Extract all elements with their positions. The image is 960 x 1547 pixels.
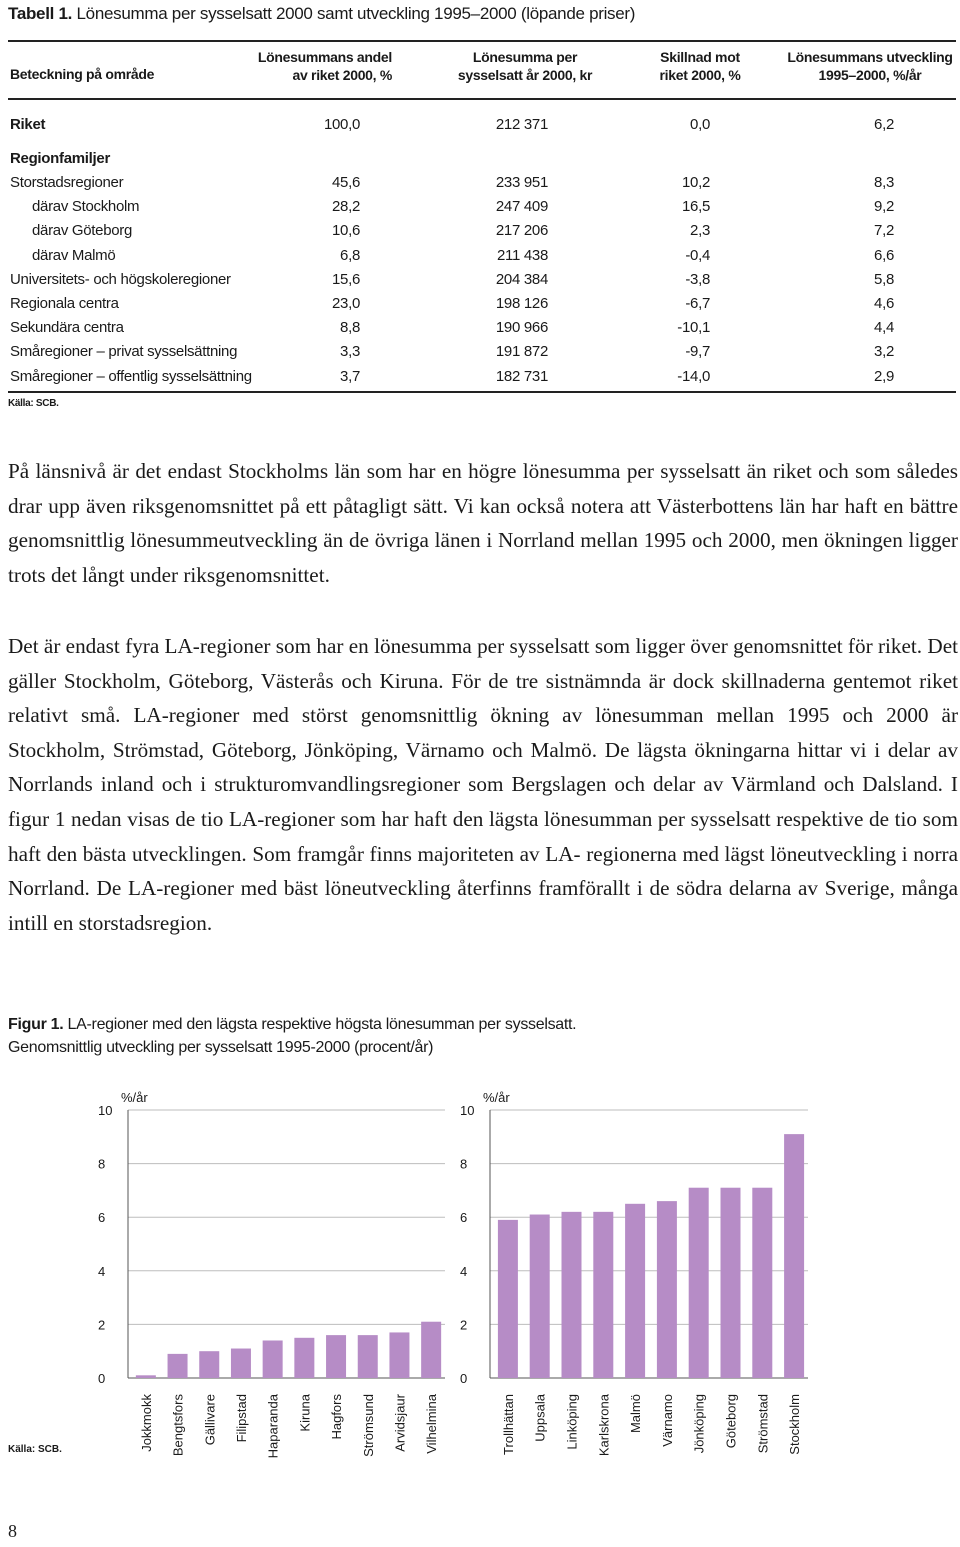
- header-per: Lönesumma per sysselsatt år 2000, kr: [457, 49, 593, 83]
- y-tick-label: 6: [98, 1210, 106, 1226]
- bar: [231, 1349, 251, 1378]
- figure-charts: [0, 1060, 960, 1540]
- row-share: 28,2: [332, 198, 360, 216]
- y-tick-label: 6: [460, 1210, 468, 1226]
- table-row: [8, 247, 956, 271]
- table-title: [8, 4, 635, 24]
- bar: [593, 1212, 613, 1378]
- figure-caption: [8, 1013, 576, 1059]
- x-tick-label: Arvidsjaur: [392, 1394, 408, 1452]
- table-bottom-rule: [8, 391, 956, 393]
- table-row: [8, 368, 956, 392]
- row-difference: -0,4: [685, 246, 710, 264]
- row-development: 9,2: [874, 198, 894, 216]
- row-development: 2,9: [874, 367, 894, 385]
- table-source: Källa: SCB.: [8, 398, 59, 409]
- bar: [530, 1215, 550, 1378]
- row-difference: -6,7: [685, 295, 710, 312]
- row-label: därav Göteborg: [32, 222, 133, 240]
- row-share: 6,8: [340, 246, 360, 264]
- bar: [358, 1335, 378, 1378]
- x-tick-label: Haparanda: [265, 1394, 281, 1459]
- row-development: 4,4: [874, 319, 894, 337]
- table-group-label: Regionfamiljer: [10, 150, 110, 167]
- row-share: 23,0: [332, 295, 360, 312]
- table-row: [8, 295, 956, 319]
- row-difference: -14,0: [677, 367, 710, 385]
- y-axis-label: %/år: [483, 1090, 510, 1105]
- bar: [136, 1375, 156, 1378]
- bar: [784, 1134, 804, 1378]
- figure-source: Källa: SCB.: [8, 1444, 62, 1455]
- y-tick-label: 8: [98, 1156, 106, 1172]
- x-tick-label: Jokkmokk: [138, 1394, 154, 1452]
- row-difference: -10,1: [677, 319, 710, 337]
- row-development: 6,6: [874, 246, 894, 264]
- table-row: [8, 271, 956, 295]
- row-per-employee: 198 126: [495, 295, 548, 312]
- x-tick-label: Vilhelmina: [424, 1394, 440, 1454]
- row-label: Småregioner – privat sysselsättning: [10, 343, 238, 361]
- row-development: 7,2: [874, 222, 894, 240]
- row-per-employee: 190 966: [495, 319, 548, 337]
- chart-2: [460, 1090, 808, 1456]
- table-label: Tabell 1.: [8, 4, 73, 23]
- x-tick-label: Strömstad: [755, 1394, 771, 1454]
- table-row: [8, 198, 956, 222]
- row-per-employee: 204 384: [495, 270, 548, 288]
- figure-caption-line-1: LA-regioner med den lägsta respektive högsta lönesumman per sysselsatt.: [67, 1016, 577, 1033]
- row-share: 8,8: [340, 319, 360, 337]
- y-tick-label: 0: [460, 1371, 468, 1386]
- table-title-text: Lönesumma per sysselsatt 2000 samt utveckling 1995–2000 (löpande priser): [76, 4, 636, 23]
- paragraph-1: På länsnivå är det endast Stockholms län som har en högre lönesumma per sysselsatt än riket och som således drar upp även riksgenomsnittet på ett påtagligt sätt. Vi kan också notera att Västerbottens län har haft en bättre genomsnittlig lönesummeutveckling än de övriga länen i Norrland mellan 1995 och 2000, men ökningen ligger trots det långt under riksgenomsnittet.: [8, 459, 958, 587]
- row-share: 45,6: [332, 174, 360, 191]
- row-difference: 10,2: [682, 174, 710, 191]
- row-per-employee: 182 731: [495, 367, 548, 385]
- x-tick-label: Göteborg: [723, 1394, 739, 1449]
- y-tick-label: 4: [98, 1263, 106, 1279]
- bar: [562, 1212, 582, 1378]
- figure-label: Figur 1.: [8, 1016, 64, 1033]
- x-tick-label: Karlskrona: [596, 1394, 612, 1457]
- bar: [498, 1220, 518, 1378]
- figure-caption-line-2: Genomsnittlig utveckling per sysselsatt 1995-2000 (procent/år): [8, 1039, 434, 1056]
- bar: [721, 1188, 741, 1378]
- y-tick-label: 2: [460, 1317, 468, 1333]
- x-tick-label: Värnamo: [659, 1394, 675, 1447]
- y-axis-label: %/år: [121, 1090, 148, 1105]
- x-tick-label: Uppsala: [532, 1394, 548, 1442]
- y-tick-label: 0: [98, 1371, 106, 1386]
- row-difference: 2,3: [690, 222, 710, 240]
- row-development: 4,6: [874, 295, 894, 312]
- header-share: Lönesummans andel av riket 2000, %: [257, 49, 392, 83]
- table-row: [8, 319, 956, 343]
- paragraph-2: Det är endast fyra LA-regioner som har en lönesumma per sysselsatt som ligger över genomsnittet för riket. Det gäller Stockholm, Göteborg, Västerås och Kiruna. För de tre sistnämnda är dock skillnaderna gentemot riket relativt små. LA-regioner med störst genomsnittlig ökning av lönesumman mellan 1995 och 2000 är Stockholm, Strömstad, Göteborg, Jönköping, Värnamo och Malmö. De lägsta ökningarna hittar vi i delar av Norrlands inland och i strukturomvandlingsregioner som Bergslagen och delar av Värmland och Dalsland. I figur 1 nedan visas de tio LA-regioner som har haft den lägsta lönesumman per sysselsatt respektive de tio som haft den bästa utvecklingen. Som framgår finns majoriteten av LA- regionerna med lägst löneutveckling i norra Norrland. De LA-regioner med bäst löneutveckling återfinns framförallt i de södra delarna av Sverige, många intill en storstadsregion.: [8, 634, 958, 935]
- row-label: därav Malmö: [32, 246, 116, 264]
- table-row-riket: Riket 100,0 212 371 0,0 6,2: [10, 116, 894, 133]
- header-diff: Skillnad mot riket 2000, %: [659, 49, 741, 83]
- bar: [199, 1351, 219, 1378]
- bar: [294, 1338, 314, 1378]
- row-share: 10,6: [332, 222, 360, 240]
- x-tick-label: Bengtsfors: [170, 1394, 186, 1457]
- bar: [263, 1340, 283, 1378]
- bar: [752, 1188, 772, 1378]
- y-tick-label: 8: [460, 1156, 468, 1172]
- row-development: 8,3: [874, 174, 894, 191]
- x-tick-label: Trollhättan: [500, 1394, 516, 1455]
- x-tick-label: Stockholm: [787, 1394, 803, 1455]
- bar: [657, 1201, 677, 1378]
- chart-1: [98, 1090, 445, 1458]
- y-tick-label: 4: [460, 1263, 468, 1279]
- row-label: Småregioner – offentlig sysselsättning: [10, 367, 252, 385]
- x-tick-label: Hagfors: [329, 1394, 345, 1440]
- y-tick-label: 10: [98, 1103, 113, 1118]
- row-share: 3,3: [340, 343, 360, 361]
- row-per-employee: 247 409: [495, 198, 548, 216]
- table-row: [8, 174, 956, 198]
- y-tick-label: 2: [98, 1317, 106, 1333]
- table-header-rule: [8, 98, 956, 100]
- row-per-employee: 211 438: [496, 246, 548, 264]
- row-difference: -9,7: [685, 343, 710, 361]
- row-label: Regionala centra: [10, 295, 119, 312]
- x-tick-label: Malmö: [628, 1394, 644, 1434]
- bar: [689, 1188, 709, 1378]
- bar: [389, 1332, 409, 1378]
- page-number: 8: [8, 1521, 17, 1541]
- row-per-employee: 217 206: [495, 222, 548, 240]
- row-development: 3,2: [874, 343, 894, 361]
- x-tick-label: Linköping: [564, 1394, 580, 1450]
- x-tick-label: Kiruna: [297, 1394, 313, 1432]
- row-share: 15,6: [332, 270, 360, 288]
- bar: [326, 1335, 346, 1378]
- row-label: Storstadsregioner: [10, 174, 124, 191]
- y-tick-label: 10: [460, 1103, 475, 1118]
- table-top-rule: [8, 40, 956, 42]
- row-difference: 16,5: [682, 198, 710, 216]
- row-share: 3,7: [340, 367, 360, 385]
- bar: [625, 1204, 645, 1378]
- row-label: därav Stockholm: [32, 198, 140, 216]
- row-per-employee: 233 951: [495, 174, 548, 191]
- row-difference: -3,8: [685, 270, 710, 288]
- bar: [421, 1322, 441, 1378]
- table-row: [8, 222, 956, 246]
- bar: [168, 1354, 188, 1378]
- x-tick-label: Jönköping: [691, 1394, 707, 1454]
- table-row: [8, 343, 956, 367]
- row-per-employee: 191 872: [495, 343, 548, 361]
- header-dev: Lönesummans utveckling 1995–2000, %/år: [787, 49, 953, 83]
- x-tick-label: Strömsund: [360, 1394, 376, 1457]
- row-label: Universitets- och högskoleregioner: [10, 270, 231, 288]
- x-tick-label: Filipstad: [233, 1394, 249, 1443]
- row-label: Sekundära centra: [10, 319, 124, 337]
- x-tick-label: Gällivare: [202, 1394, 218, 1446]
- row-development: 5,8: [874, 270, 894, 288]
- header-area: Beteckning på område: [10, 66, 155, 82]
